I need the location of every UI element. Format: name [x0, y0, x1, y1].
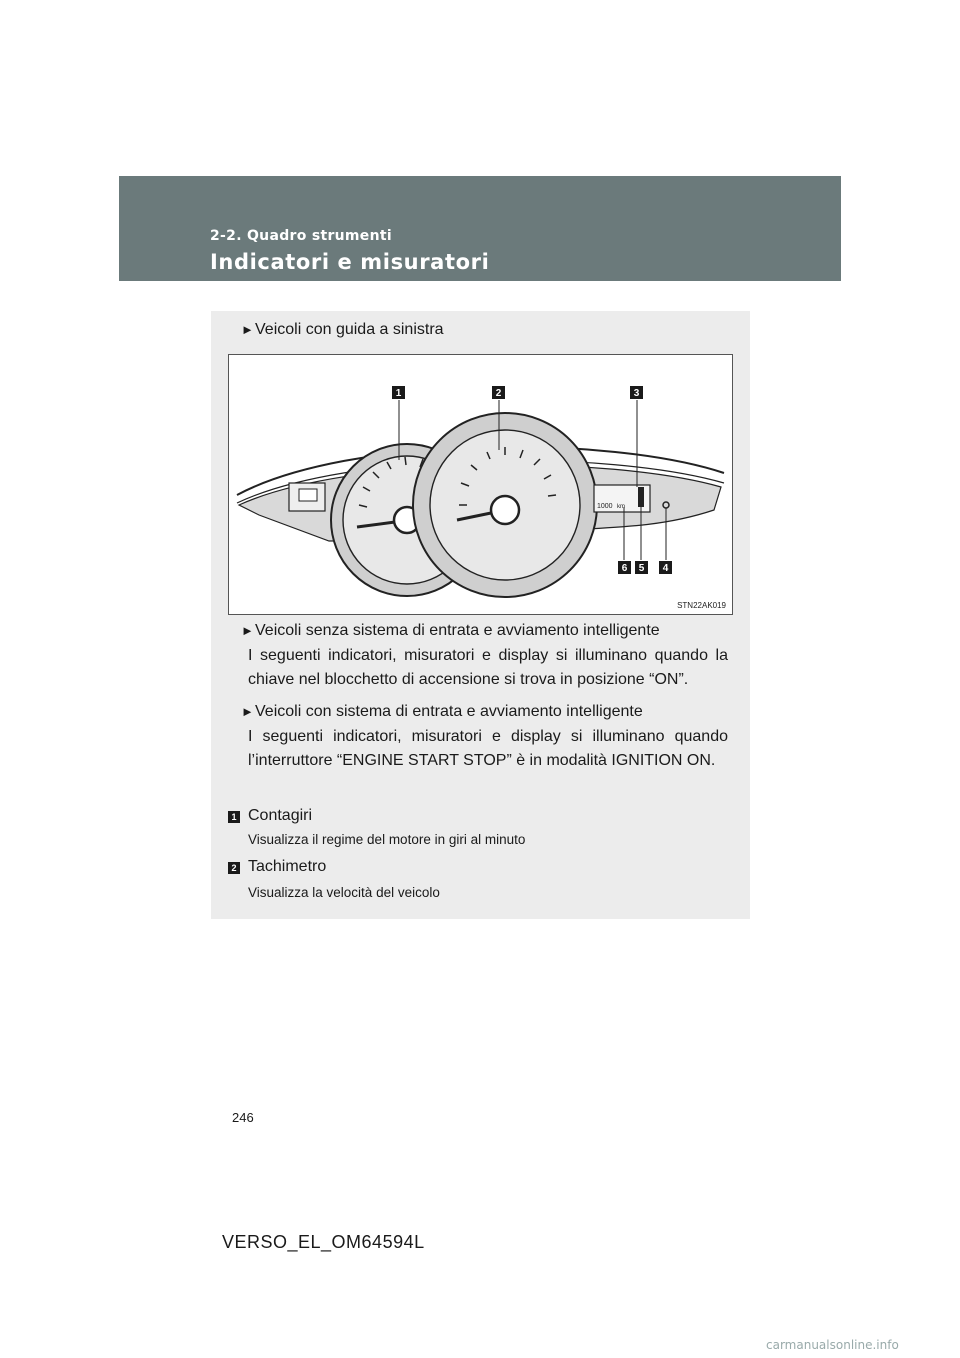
callout-5: 5 [638, 563, 645, 574]
page-title: Indicatori e misuratori [210, 250, 490, 274]
callout-3: 3 [633, 388, 640, 399]
watermark: carmanualsonline.info [766, 1338, 899, 1352]
paragraph-no-smart-entry: I seguenti indicatori, misuratori e display si illuminano quando la chiave nel blocchetto di accensione si trova in posizione “ON”. [248, 647, 728, 688]
section-label: 2-2. Quadro strumenti [210, 228, 392, 244]
item-title-speedometer: Tachimetro [248, 858, 327, 875]
paragraph-smart-entry: I seguenti indicatori, misuratori e display si illuminano quando l’interruttore “ENGINE START STOP” è in modalità IGNITION ON. [248, 728, 728, 769]
header-band [119, 176, 841, 281]
bullet-no-smart-entry: ►Veicoli senza sistema di entrata e avviamento intelligente [241, 622, 660, 639]
figure-code: STN22AK019 [677, 601, 726, 610]
callout-6: 6 [621, 563, 628, 574]
instrument-cluster-figure [228, 354, 733, 615]
triangle-bullet-icon: ► [241, 704, 254, 719]
item-desc-tachometer: Visualizza il regime del motore in giri al minuto [248, 832, 526, 847]
callout-4: 4 [662, 563, 669, 574]
callout-1: 1 [395, 388, 402, 399]
odometer-value: 1000 [597, 503, 613, 510]
item-desc-speedometer: Visualizza la velocità del veicolo [248, 885, 440, 900]
page-number: 246 [232, 1110, 254, 1125]
bullet-smart-entry: ►Veicoli con sistema di entrata e avviamento intelligente [241, 703, 643, 720]
callout-2: 2 [495, 388, 502, 399]
triangle-bullet-icon: ► [241, 322, 254, 337]
content-panel [211, 311, 750, 919]
triangle-bullet-icon: ► [241, 623, 254, 638]
item-number-badge: 1 [228, 811, 240, 823]
item-number-badge: 2 [228, 862, 240, 874]
odometer-unit: km [617, 504, 625, 510]
cluster-illustration [229, 355, 732, 614]
document-code: VERSO_EL_OM64594L [222, 1232, 425, 1252]
bullet-lhd: ►Veicoli con guida a sinistra [241, 321, 444, 338]
item-title-tachometer: Contagiri [248, 807, 313, 824]
